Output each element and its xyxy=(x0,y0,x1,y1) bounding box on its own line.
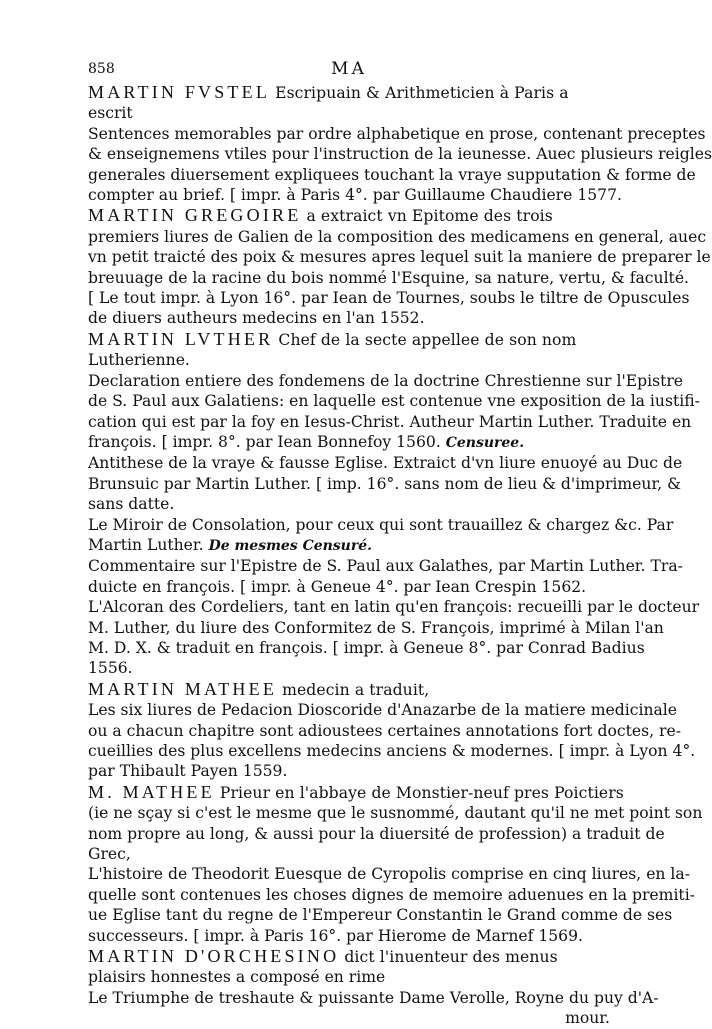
text-run: Brunsuic par Martin Luther. [ imp. 16°. sans nom de lieu & d'imprimeur, & xyxy=(88,474,681,493)
text-line xyxy=(88,1008,610,1028)
text-run: medecin a traduit, xyxy=(277,680,430,699)
author-name: MARTIN GREGOIRE xyxy=(88,205,302,226)
text-line xyxy=(88,721,681,741)
text-run: mour. xyxy=(565,1009,610,1028)
author-name: MARTIN MATHEE xyxy=(88,678,278,699)
text-run: cation qui est par la foy en Iesus-Christ. Autheur Martin Luther. Traduite en xyxy=(88,412,692,431)
censure-note: Censuree. xyxy=(445,434,525,451)
text-run: nom propre au long, & aussi pour la diuersité de profession) a traduit de xyxy=(88,824,665,843)
text-run: quelle sont contenues les choses dignes de memoire aduenues en la premiti- xyxy=(88,885,695,904)
text-line xyxy=(88,577,610,597)
text-line xyxy=(88,268,690,288)
text-line xyxy=(88,988,659,1008)
text-run: a extraict vn Epitome des trois xyxy=(301,207,553,226)
text-line xyxy=(88,165,696,185)
text-run: 1556. xyxy=(88,659,133,678)
text-run: Martin Luther. xyxy=(88,535,209,554)
text-run: Le Miroir de Consolation, pour ceux qui sont trauaillez & chargez &c. Par xyxy=(88,515,674,534)
author-name: MARTIN LVTHER xyxy=(88,328,274,349)
text-run: cueillies des plus excellens medecins anciens & modernes. [ impr. à Lyon 4°. xyxy=(88,742,696,760)
text-run: de S. Paul aux Galatiens: en laquelle est contenue vne exposition de la iustifi- xyxy=(88,392,700,411)
text-line xyxy=(88,905,673,925)
text-line xyxy=(88,967,610,987)
text-run: (ie ne sçay si c'est le mesme que le susnommé, dautant qu'il ne met point son xyxy=(88,804,703,823)
text-run: M. D. X. & traduit en françois. [ impr. à Geneue 8°. par Conrad Badius xyxy=(88,638,645,657)
text-run: Escripuain & Arithmeticien à Paris a xyxy=(270,84,569,102)
text-run: dict l'inuenteur des menus xyxy=(339,948,558,967)
censure-note: De mesmes Censuré. xyxy=(208,537,373,554)
text-line xyxy=(88,515,674,535)
text-line xyxy=(88,350,610,370)
entry-heading-line xyxy=(88,781,624,803)
text-run: Les six liures de Pedacion Dioscoride d'Anazarbe de la matiere medicinale xyxy=(88,701,678,720)
author-name: M. MATHEE xyxy=(88,781,215,802)
text-run: Declaration entiere des fondemens de la doctrine Chrestienne sur l'Epistre xyxy=(88,371,684,390)
text-line xyxy=(88,412,692,432)
text-line xyxy=(88,597,700,617)
text-run: Antithese de la vraye & fausse Eglise. Extraict d'vn liure enuoyé au Duc de xyxy=(88,454,683,473)
text-run: plaisirs honnestes a composé en rime xyxy=(88,968,386,987)
text-run: Le Triumphe de treshaute & puissante Dame Verolle, Royne du puy d'A- xyxy=(88,988,659,1007)
text-line xyxy=(88,247,711,267)
text-line xyxy=(88,556,683,576)
text-run: vn petit traicté des poix & mesures apres lequel suit la maniere de preparer le xyxy=(88,248,711,267)
text-line xyxy=(88,535,610,556)
text-line xyxy=(88,700,678,720)
entry-heading-line xyxy=(88,82,610,103)
text-run: L'histoire de Theodorit Euesque de Cyropolis comprise en cinq liures, en la- xyxy=(88,865,690,884)
page-header xyxy=(88,58,610,80)
text-run: françois. [ impr. 8°. par Iean Bonnefoy 1560. xyxy=(88,432,446,451)
text-run: Grec, xyxy=(88,845,131,864)
text-run: [ Le tout impr. à Lyon 16°. par Iean de Tournes, soubs le tiltre de Opuscules xyxy=(88,289,690,308)
text-line xyxy=(88,185,622,205)
text-run: M. Luther, du liure des Conformitez de S. François, imprimé à Milan l'an xyxy=(88,618,664,637)
text-line xyxy=(88,391,700,411)
text-line xyxy=(88,741,696,761)
text-line xyxy=(88,638,645,658)
text-run: ue Eglise tant du regne de l'Empereur Constantin le Grand comme de ses xyxy=(88,906,673,925)
text-run: de diuers autheurs medecins en l'an 1552. xyxy=(88,309,425,328)
text-line xyxy=(88,824,665,844)
entries-text xyxy=(88,82,712,1029)
entry-heading-line xyxy=(88,205,610,226)
text-run: & enseignemens vtiles pour l'instruction de la ieunesse. Auec plusieurs reigles xyxy=(88,145,712,164)
text-run: compter au brief. [ impr. à Paris 4°. par Guillaume Chaudiere 1577. xyxy=(88,186,622,205)
text-run: Sentences memorables par ordre alphabetique en prose, contenant preceptes xyxy=(88,124,706,143)
text-run: successeurs. [ impr. à Paris 16°. par Hierome de Marnef 1569. xyxy=(88,926,583,945)
text-line xyxy=(88,308,610,328)
text-line xyxy=(88,885,695,905)
text-line xyxy=(88,144,712,164)
author-name: MARTIN FVSTEL xyxy=(88,82,271,102)
text-line xyxy=(88,124,706,144)
text-line xyxy=(88,103,610,123)
text-line xyxy=(88,227,707,247)
text-run: Lutherienne. xyxy=(88,351,190,370)
entry-heading-line xyxy=(88,679,610,700)
text-line xyxy=(88,474,681,494)
text-line xyxy=(88,926,610,946)
entry-heading-line xyxy=(88,946,610,967)
text-run: sans datte. xyxy=(88,495,175,514)
text-line xyxy=(88,658,610,678)
text-line xyxy=(88,453,683,473)
text-line xyxy=(88,288,690,308)
running-title: MA xyxy=(331,59,367,79)
text-run: breuuage de la racine du bois nommé l'Esquine, sa nature, vertu, & faculté. xyxy=(88,268,690,287)
text-run: Commentaire sur l'Epistre de S. Paul aux Galathes, par Martin Luther. Tra- xyxy=(88,557,683,576)
text-line xyxy=(88,761,610,781)
text-line xyxy=(88,432,610,453)
text-run: L'Alcoran des Cordeliers, tant en latin qu'en françois: recueilli par le docteur xyxy=(88,598,700,617)
text-line xyxy=(88,803,703,823)
author-name: MARTIN D'ORCHESINO xyxy=(88,946,340,967)
text-line xyxy=(88,864,690,884)
text-line xyxy=(88,618,664,638)
text-run: duicte en françois. [ impr. à Geneue 4°. par Iean Crespin 1562. xyxy=(88,577,587,596)
text-run: escrit xyxy=(88,104,133,123)
entry-heading-line xyxy=(88,329,610,350)
text-line xyxy=(88,371,684,391)
page-number: 858 xyxy=(88,61,115,77)
text-run: generales diuersement expliquees touchant la vraye supputation & forme de xyxy=(88,165,696,184)
text-run: premiers liures de Galien de la composition des medicamens en general, auec xyxy=(88,227,707,246)
text-run: ou a chacun chapitre sont adioustees certaines annotations fort doctes, re- xyxy=(88,721,681,740)
text-line xyxy=(88,844,610,864)
text-run: par Thibault Payen 1559. xyxy=(88,762,288,781)
text-run: Chef de la secte appellee de son nom xyxy=(273,330,577,349)
text-line xyxy=(88,494,610,514)
text-run: Prieur en l'abbaye de Monstier-neuf pres Poictiers xyxy=(214,783,624,802)
